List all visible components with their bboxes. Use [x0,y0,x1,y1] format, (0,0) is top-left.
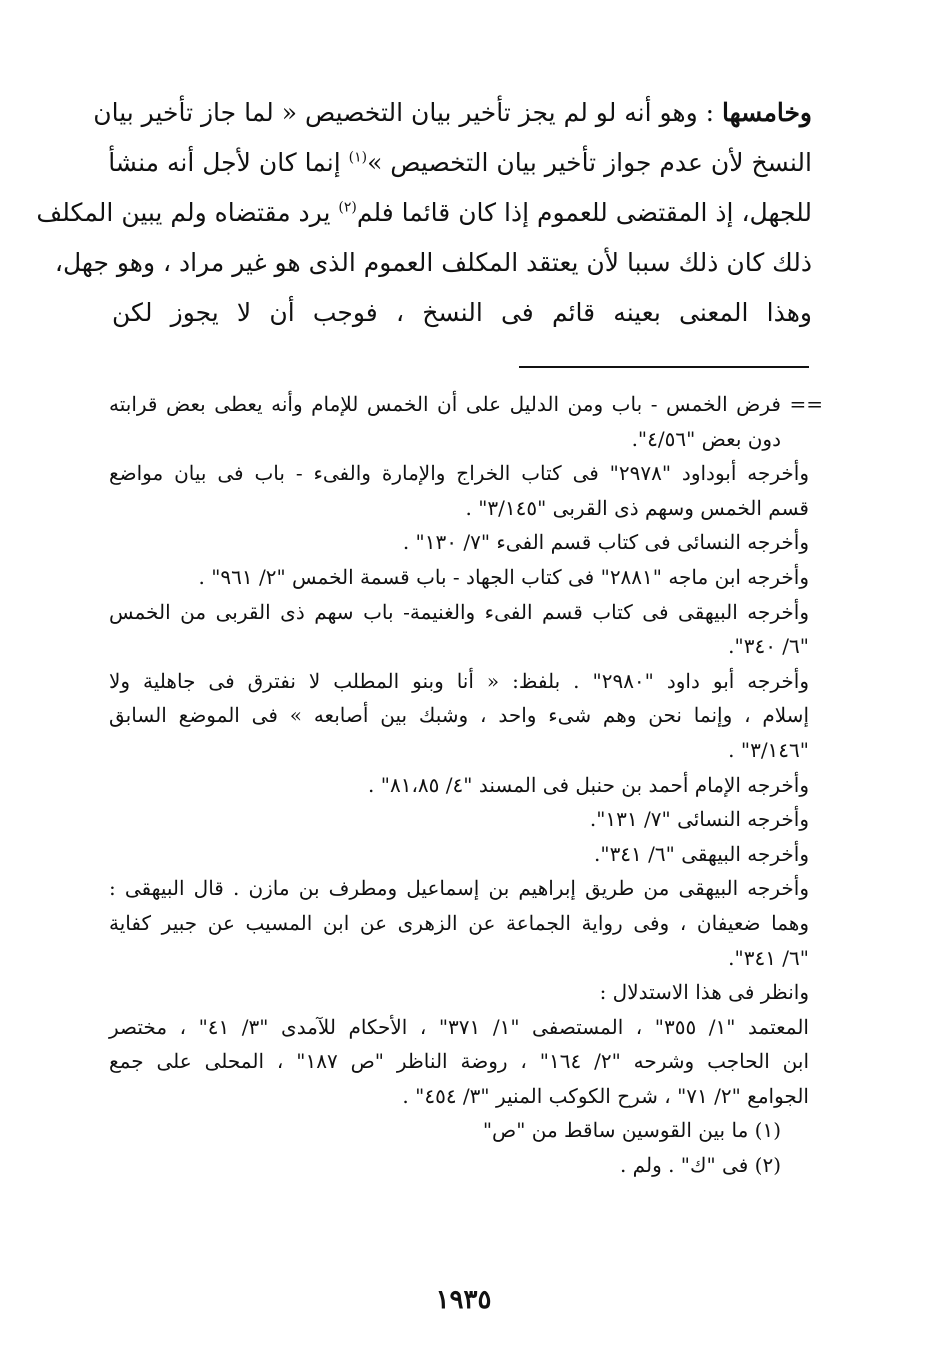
footnote-line: وأخرجه البيهقى "٦/ ٣٤١". [594,841,809,866]
footnote-ref-1[interactable]: (١) [348,149,368,166]
footnote-line: == فرض الخمس - باب ومن الدليل على أن الخمس للإمام وأنه يعطى بعض قرابته [109,392,823,416]
main-text-line-2-start: النسخ لأن عدم جواز تأخير بيان التخصيص » [367,148,812,177]
footnote-line: وهما ضعيفان ، وفى رواية الجماعة عن الزهرى عن ابن المسيب عن جبير كفاية [109,910,809,935]
footnote-divider [519,366,809,368]
main-text-line-3-start: للجهل، إذ المقتضى للعموم إذا كان قائما فلم [356,198,812,227]
footnote-line: وأخرجه البيهقى فى كتاب قسم الفىء والغنيمة- باب سهم ذى القربى من الخمس [109,599,809,624]
footnote-ref-2[interactable]: (٢) [338,199,357,216]
section-lead-word: وخامسها [722,98,812,127]
main-text-line-3-rest: يرد مقتضاه ولم يبين المكلف [36,198,331,227]
footnote-line: وأخرجه الإمام أحمد بن حنبل فى المسند "٤/ ٨١،٨٥" . [368,772,809,797]
main-text-line-3 [36,188,812,238]
main-text-body [36,88,812,338]
footnote-2-text: (٢) فى "ك" . ولم . [619,1153,781,1178]
footnote-line: قسم الخمس وسهم ذى القربى "٣/١٤٥" . [465,495,809,520]
footnote-line: إسلام ، وإنما نحن وهم شىء واحد ، وشبك بين أصابعه » فى الموضع السابق [109,703,810,728]
footnote-line: الجوامع "٢/ ٧١" ، شرح الكوكب المنير "٣/ ٤٥٤" . [402,1083,809,1108]
footnote-line: ابن الحاجب وشرحه "٢/ ١٦٤" ، روضة الناظر "ص ١٨٧" ، المحلى على جمع [109,1049,810,1074]
footnote-line: وانظر فى هذا الاستدلال : [599,980,809,1005]
footnotes-section [109,387,823,1183]
footnote-line: وأخرجه أبوداود "٢٩٧٨" فى كتاب الخراج والإمارة والفىء - باب فى بيان مواضع [109,461,809,486]
footnote-1-text: (١) ما بين القوسين ساقط من "ص" [482,1118,781,1143]
main-text-line-2 [108,138,812,188]
footnote-line: "٦/ ٣٤١". [728,945,809,970]
main-text-line-4: ذلك كان ذلك سببا لأن يعتقد المكلف العموم الذى هو غير مراد ، وهو جهل، [54,248,812,277]
footnote-line: وأخرجه ابن ماجه "٢٨٨١" فى كتاب الجهاد - باب قسمة الخمس "٢/ ٩٦١" . [198,564,809,589]
main-text-line-1 [93,88,812,138]
footnote-line: "٦/ ٣٤٠". [728,634,809,659]
main-text-line-1-rest: : وهو أنه لو لم يجز تأخير بيان التخصيص « لما جاز تأخير بيان [93,98,715,127]
page-number: ١٩٣٥ [435,1285,492,1315]
footnote-line: وأخرجه النسائى فى كتاب قسم الفىء "٧/ ١٣٠" . [402,530,809,555]
main-text-line-2-rest: إنما كان لأجل أنه منشأ [108,148,341,177]
footnote-line: وأخرجه النسائى "٧/ ١٣١". [589,807,809,832]
footnote-line: وأخرجه البيهقى من طريق إبراهيم بن إسماعيل ومطرف بن مازن . قال البيهقى : [109,876,809,901]
footnote-line: وأخرجه أبو داود "٢٩٨٠" . بلفظ: « أنا وبنو المطلب لا نفترق فى جاهلية ولا [109,668,810,693]
main-text-line-5: وهذا المعنى بعينه قائم فى النسخ ، فوجب أن لا يجوز لكن [112,298,812,327]
footnote-line: المعتمد "١/ ٣٥٥" ، المستصفى "١/ ٣٧١" ، الأحكام للآمدى "٣/ ٤١" ، مختصر [109,1014,809,1039]
footnote-line: دون بعض "٤/٥٦". [631,426,781,451]
footnote-line: "٣/١٤٦" . [728,737,809,762]
